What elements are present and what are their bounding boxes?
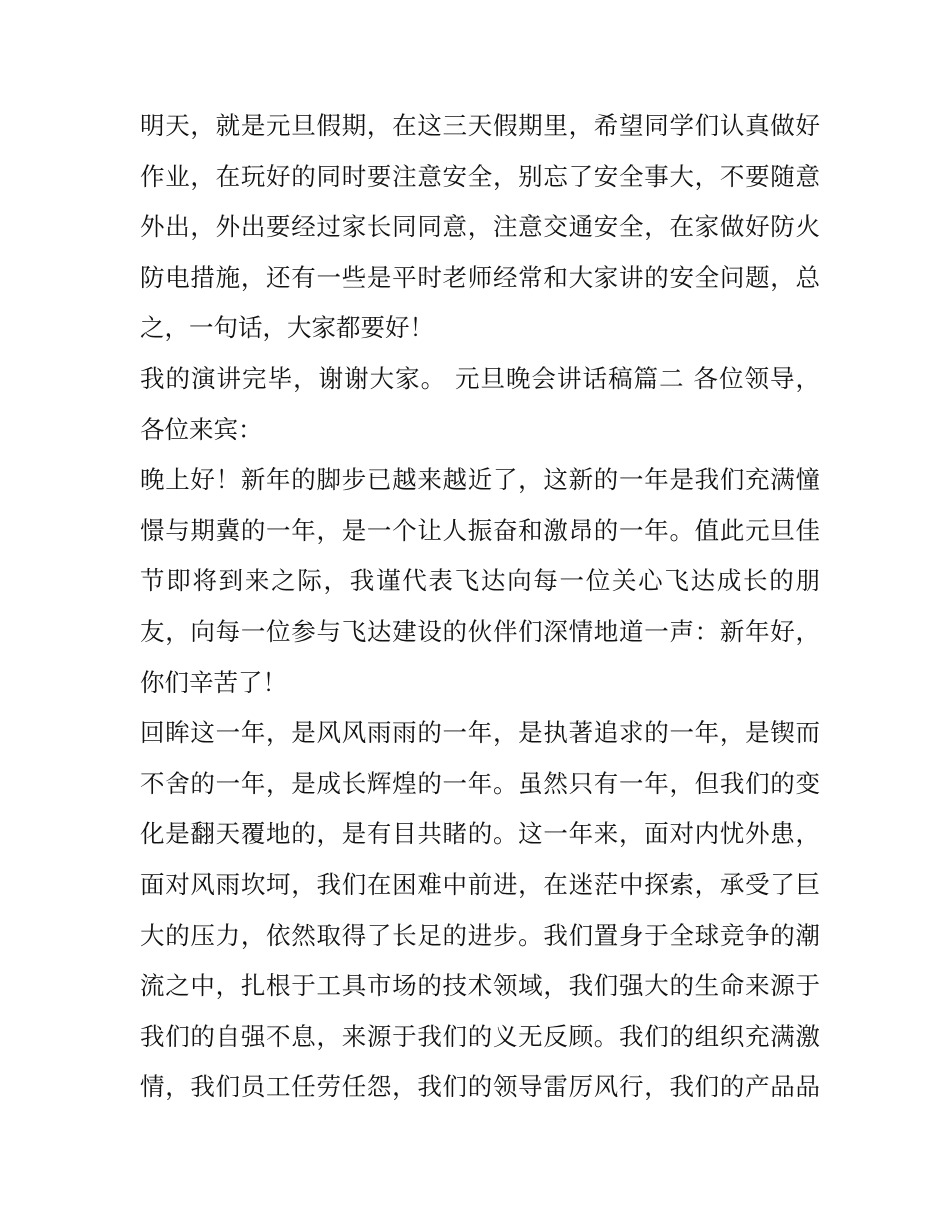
text-line: 化是翻天覆地的，是有目共睹的。这一年来，面对内忧外患， xyxy=(140,819,820,849)
text-line: 回眸这一年，是风风雨雨的一年，是执著追求的一年，是锲而 xyxy=(140,718,820,748)
text-line: 晚上好！新年的脚步已越来越近了，这新的一年是我们充满憧 xyxy=(140,465,820,495)
text-line: 不舍的一年，是成长辉煌的一年。虽然只有一年，但我们的变 xyxy=(140,768,820,798)
text-line: 作业，在玩好的同时要注意安全，别忘了安全事大，不要随意 xyxy=(140,161,820,191)
text-line: 友，向每一位参与飞达建设的伙伴们深情地道一声：新年好， xyxy=(140,616,820,646)
text-line: 各位来宾： xyxy=(140,414,263,444)
text-line: 你们辛苦了！ xyxy=(140,667,287,697)
text-line: 明天，就是元旦假期，在这三天假期里，希望同学们认真做好 xyxy=(140,111,820,140)
text-line: 流之中，扎根于工具市场的技术领域，我们强大的生命来源于 xyxy=(140,971,820,1001)
body-text xyxy=(140,101,820,1113)
text-line: 大的压力，依然取得了长足的进步。我们置身于全球竞争的潮 xyxy=(140,920,820,950)
text-line: 节即将到来之际，我谨代表飞达向每一位关心飞达成长的朋 xyxy=(140,566,820,596)
text-line: 防电措施，还有一些是平时老师经常和大家讲的安全问题，总 xyxy=(140,262,820,292)
text-line: 外出，外出要经过家长同同意，注意交通安全，在家做好防火 xyxy=(140,212,820,242)
text-line: 我的演讲完毕，谢谢大家。 元旦晚会讲话稿篇二 各位领导， xyxy=(140,363,820,393)
text-line: 我们的自强不息，来源于我们的义无反顾。我们的组织充满激 xyxy=(140,1021,820,1051)
text-line: 情，我们员工任劳任怨，我们的领导雷厉风行，我们的产品品 xyxy=(140,1072,820,1102)
text-line: 憬与期冀的一年，是一个让人振奋和激昂的一年。值此元旦佳 xyxy=(140,515,820,545)
text-line: 之，一句话，大家都要好！ xyxy=(140,313,434,343)
text-line: 面对风雨坎坷，我们在困难中前进，在迷茫中探索，承受了巨 xyxy=(140,869,820,899)
